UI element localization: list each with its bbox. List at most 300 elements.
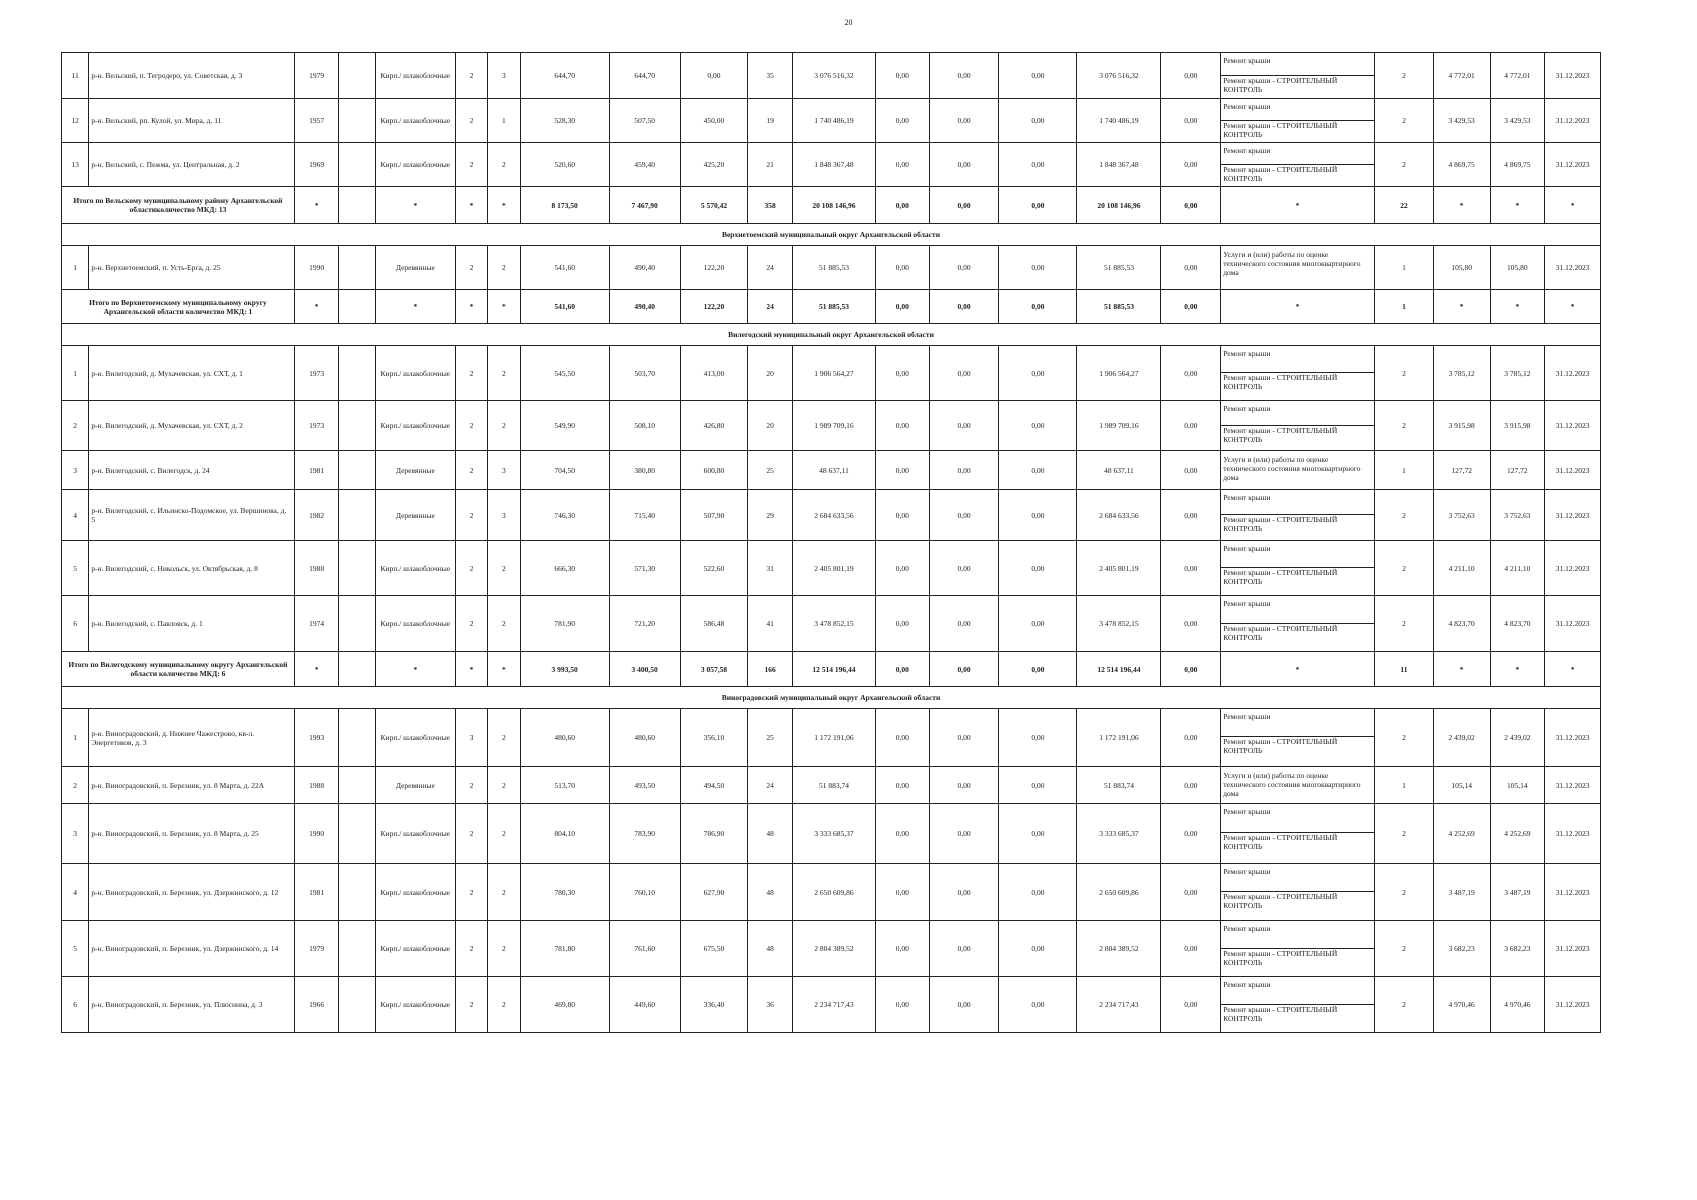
max-unit-cost: 3 785,12 [1490,346,1545,401]
local-budget: 0,00 [999,401,1077,451]
residents-count: 35 [748,53,793,99]
completion-date: 31.12.2023 [1545,767,1601,804]
build-year: 1990 [294,804,339,864]
star-cell: * [375,652,455,687]
completion-date: 31.12.2023 [1545,53,1601,99]
wall-material: Кирп./ шлакоблочные [375,346,455,401]
total-area: 781,80 [520,921,609,977]
total-area: 545,50 [520,346,609,401]
premises-area: 450,00 [680,99,748,143]
star-cell: * [488,290,520,324]
fund-cost: 0,00 [875,921,929,977]
works-count: 2 [1375,53,1434,99]
table-row [62,804,1601,864]
fund-cost: 0,00 [875,99,929,143]
completion-date: 31.12.2023 [1545,99,1601,143]
max-unit-cost: 127,72 [1490,451,1545,490]
local-budget: 0,00 [999,921,1077,977]
other-funds: 0,00 [1161,767,1221,804]
fund-cost: 0,00 [875,346,929,401]
max-unit-cost: 3 915,98 [1490,401,1545,451]
works-count: 2 [1375,401,1434,451]
total-a3: 122,20 [680,290,748,324]
premises-area: 336,40 [680,977,748,1033]
empty-cell [339,864,375,921]
residents-count: 21 [748,143,793,187]
empty-cell [339,921,375,977]
living-area: 761,60 [609,921,680,977]
star-cell: * [1221,290,1375,324]
works-list [1221,490,1375,541]
work-survey: Услуги и (или) работы по оценке технического состояния многоквартирного дома [1223,771,1361,798]
wall-material: Кирп./ шлакоблочные [375,143,455,187]
address: р-н. Виноградовский, п. Березник, ул. 8 Марта, д. 25 [89,804,295,864]
residents-count: 48 [748,804,793,864]
regional-budget: 0,00 [929,921,999,977]
floors-count: 2 [455,541,487,596]
total-row [62,290,1601,324]
empty-cell [339,346,375,401]
star-cell: * [1490,187,1545,224]
wall-material: Деревянные [375,490,455,541]
total-a3: 5 570,42 [680,187,748,224]
table-row [62,541,1601,596]
star-cell: * [375,290,455,324]
total-total: 12 514 196,44 [792,652,875,687]
completion-date: 31.12.2023 [1545,490,1601,541]
max-unit-cost: 4 823,70 [1490,596,1545,652]
other-funds: 0,00 [1161,596,1221,652]
empty-cell [339,490,375,541]
regional-budget: 0,00 [929,541,999,596]
local-budget: 0,00 [999,246,1077,290]
work-roof: Ремонт крыши [1223,980,1271,989]
unit-cost: 105,14 [1433,767,1490,804]
wall-material: Деревянные [375,767,455,804]
wall-material: Кирп./ шлакоблочные [375,921,455,977]
total-area: 804,10 [520,804,609,864]
row-number: 3 [62,804,89,864]
total-area: 704,50 [520,451,609,490]
total-area: 520,60 [520,143,609,187]
work-roof-control: Ремонт крыши - СТРОИТЕЛЬНЫЙ КОНТРОЛЬ [1221,514,1374,533]
star-cell: * [455,652,487,687]
row-number: 4 [62,490,89,541]
star-cell: * [375,187,455,224]
other-funds: 0,00 [1161,709,1221,767]
owners-funds: 1 848 367,48 [1077,143,1161,187]
other-funds: 0,00 [1161,490,1221,541]
owners-funds: 2 684 633,56 [1077,490,1161,541]
total-cost: 51 885,53 [792,246,875,290]
regional-budget: 0,00 [929,490,999,541]
fund-cost: 0,00 [875,864,929,921]
total-works-count: 1 [1375,290,1434,324]
residents-count: 19 [748,99,793,143]
total-area: 780,30 [520,864,609,921]
capital-repair-register-table [61,52,1601,1033]
works-count: 1 [1375,451,1434,490]
unit-cost: 4 252,69 [1433,804,1490,864]
work-roof-control: Ремонт крыши - СТРОИТЕЛЬНЫЙ КОНТРОЛЬ [1221,372,1374,391]
premises-area: 522,60 [680,541,748,596]
entrances-count: 2 [488,346,520,401]
works-list [1221,401,1375,451]
max-unit-cost: 3 752,63 [1490,490,1545,541]
completion-date: 31.12.2023 [1545,541,1601,596]
total-cost: 1 740 486,19 [792,99,875,143]
premises-area: 0,00 [680,53,748,99]
residents-count: 41 [748,596,793,652]
local-budget: 0,00 [999,767,1077,804]
works-count: 2 [1375,541,1434,596]
floors-count: 2 [455,401,487,451]
living-area: 380,80 [609,451,680,490]
fund-cost: 0,00 [875,596,929,652]
total-area: 644,70 [520,53,609,99]
premises-area: 786,90 [680,804,748,864]
premises-area: 627,90 [680,864,748,921]
total-cost: 3 333 685,37 [792,804,875,864]
regional-budget: 0,00 [929,451,999,490]
total-f5: 0,00 [1161,187,1221,224]
unit-cost: 4 772,01 [1433,53,1490,99]
empty-cell [339,246,375,290]
unit-cost: 3 682,23 [1433,921,1490,977]
total-area: 781,90 [520,596,609,652]
fund-cost: 0,00 [875,977,929,1033]
total-cost: 2 650 609,86 [792,864,875,921]
total-people: 358 [748,187,793,224]
owners-funds: 1 906 564,27 [1077,346,1161,401]
total-f2: 0,00 [929,290,999,324]
total-a1: 541,60 [520,290,609,324]
total-cost: 2 234 717,43 [792,977,875,1033]
works-count: 1 [1375,246,1434,290]
table-body [62,53,1601,1033]
premises-area: 425,20 [680,143,748,187]
regional-budget: 0,00 [929,143,999,187]
wall-material: Деревянные [375,246,455,290]
works-count: 2 [1375,709,1434,767]
local-budget: 0,00 [999,451,1077,490]
works-list [1221,864,1375,921]
total-label: Итого по Вилегодскому муниципальному округу Архангельской области количество МКД: 6 [62,652,295,687]
living-area: 459,40 [609,143,680,187]
total-cost: 51 883,74 [792,767,875,804]
regional-budget: 0,00 [929,864,999,921]
wall-material: Кирп./ шлакоблочные [375,541,455,596]
unit-cost: 4 823,70 [1433,596,1490,652]
work-roof-control: Ремонт крыши - СТРОИТЕЛЬНЫЙ КОНТРОЛЬ [1221,736,1374,755]
empty-cell [339,143,375,187]
works-list [1221,596,1375,652]
work-roof: Ремонт крыши [1223,599,1271,608]
floors-count: 2 [455,596,487,652]
floors-count: 2 [455,767,487,804]
table-row [62,596,1601,652]
residents-count: 29 [748,490,793,541]
local-budget: 0,00 [999,977,1077,1033]
table-row [62,346,1601,401]
owners-funds: 51 885,53 [1077,246,1161,290]
regional-budget: 0,00 [929,767,999,804]
star-cell: * [1433,290,1490,324]
work-roof: Ремонт крыши [1223,493,1271,502]
completion-date: 31.12.2023 [1545,401,1601,451]
fund-cost: 0,00 [875,490,929,541]
star-cell: * [294,652,339,687]
address: р-н. Виноградовский, п. Березник, ул. Плюснина, д. 3 [89,977,295,1033]
total-f2: 0,00 [929,187,999,224]
total-a3: 3 057,58 [680,652,748,687]
work-roof-control: Ремонт крыши - СТРОИТЕЛЬНЫЙ КОНТРОЛЬ [1221,164,1374,183]
address: р-н. Вилегодский, д. Мухачевская, ул. СХТ, д. 1 [89,346,295,401]
build-year: 1966 [294,977,339,1033]
owners-funds: 1 740 486,19 [1077,99,1161,143]
empty-cell [339,652,375,687]
star-cell: * [455,187,487,224]
works-count: 2 [1375,804,1434,864]
table-row [62,99,1601,143]
entrances-count: 3 [488,490,520,541]
residents-count: 48 [748,921,793,977]
floors-count: 2 [455,864,487,921]
address: р-н. Вилегодский, с. Вилегодск, д. 24 [89,451,295,490]
regional-budget: 0,00 [929,709,999,767]
build-year: 1979 [294,53,339,99]
table-row [62,246,1601,290]
work-roof-control: Ремонт крыши - СТРОИТЕЛЬНЫЙ КОНТРОЛЬ [1221,623,1374,642]
entrances-count: 2 [488,401,520,451]
total-area: 541,60 [520,246,609,290]
owners-funds: 1 172 191,06 [1077,709,1161,767]
empty-cell [339,401,375,451]
total-label: Итого по Верхнетоемскому муниципальному округу Архангельской области количество МКД: 1 [62,290,295,324]
page-number: 20 [844,18,853,27]
residents-count: 20 [748,401,793,451]
floors-count: 2 [455,804,487,864]
row-number: 1 [62,709,89,767]
total-a2: 3 400,50 [609,652,680,687]
works-list [1221,346,1375,401]
total-f3: 0,00 [999,290,1077,324]
residents-count: 31 [748,541,793,596]
build-year: 1990 [294,246,339,290]
max-unit-cost: 2 439,02 [1490,709,1545,767]
empty-cell [339,977,375,1033]
section-row [62,324,1601,346]
row-number: 11 [62,53,89,99]
address: р-н. Виноградовский, п. Березник, ул. 8 Марта, д. 22А [89,767,295,804]
total-f2: 0,00 [929,652,999,687]
owners-funds: 3 076 516,32 [1077,53,1161,99]
total-area: 528,30 [520,99,609,143]
wall-material: Кирп./ шлакоблочные [375,53,455,99]
total-cost: 2 804 389,52 [792,921,875,977]
local-budget: 0,00 [999,864,1077,921]
works-count: 2 [1375,864,1434,921]
works-count: 2 [1375,490,1434,541]
floors-count: 2 [455,99,487,143]
local-budget: 0,00 [999,596,1077,652]
entrances-count: 2 [488,804,520,864]
work-roof: Ремонт крыши [1223,146,1271,155]
total-area: 549,90 [520,401,609,451]
table-row [62,451,1601,490]
regional-budget: 0,00 [929,401,999,451]
star-cell: * [488,187,520,224]
total-f1: 0,00 [875,652,929,687]
total-works-count: 22 [1375,187,1434,224]
living-area: 571,30 [609,541,680,596]
entrances-count: 2 [488,596,520,652]
work-roof-control: Ремонт крыши - СТРОИТЕЛЬНЫЙ КОНТРОЛЬ [1221,832,1374,851]
living-area: 760,10 [609,864,680,921]
work-roof-control: Ремонт крыши - СТРОИТЕЛЬНЫЙ КОНТРОЛЬ [1221,891,1374,910]
row-number: 5 [62,541,89,596]
row-number: 2 [62,401,89,451]
unit-cost: 105,80 [1433,246,1490,290]
entrances-count: 2 [488,767,520,804]
max-unit-cost: 3 682,23 [1490,921,1545,977]
wall-material: Кирп./ шлакоблочные [375,977,455,1033]
unit-cost: 3 915,98 [1433,401,1490,451]
star-cell: * [1545,290,1601,324]
works-list [1221,921,1375,977]
work-roof: Ремонт крыши [1223,56,1271,65]
total-people: 166 [748,652,793,687]
address: р-н. Вилегодский, с. Ильинско-Подомское, ул. Вершинова, д. 5 [89,490,295,541]
table-row [62,709,1601,767]
owners-funds: 2 234 717,43 [1077,977,1161,1033]
owners-funds: 51 883,74 [1077,767,1161,804]
residents-count: 24 [748,246,793,290]
work-roof-control: Ремонт крыши - СТРОИТЕЛЬНЫЙ КОНТРОЛЬ [1221,1004,1374,1023]
residents-count: 20 [748,346,793,401]
address: р-н. Вилегодский, с. Павловск, д. 1 [89,596,295,652]
total-cost: 2 684 633,56 [792,490,875,541]
work-roof: Ремонт крыши [1223,544,1271,553]
star-cell: * [1433,652,1490,687]
work-roof-control: Ремонт крыши - СТРОИТЕЛЬНЫЙ КОНТРОЛЬ [1221,948,1374,967]
star-cell: * [488,652,520,687]
fund-cost: 0,00 [875,401,929,451]
address: р-н. Виноградовский, п. Березник, ул. Дзержинского, д. 14 [89,921,295,977]
other-funds: 0,00 [1161,346,1221,401]
work-roof-control: Ремонт крыши - СТРОИТЕЛЬНЫЙ КОНТРОЛЬ [1221,425,1374,444]
works-list [1221,99,1375,143]
max-unit-cost: 4 211,10 [1490,541,1545,596]
regional-budget: 0,00 [929,99,999,143]
total-a1: 8 173,50 [520,187,609,224]
address: р-н. Верхнетоемский, п. Усть-Ерга, д. 25 [89,246,295,290]
local-budget: 0,00 [999,99,1077,143]
floors-count: 2 [455,921,487,977]
owners-funds: 2 405 801,19 [1077,541,1161,596]
works-count: 1 [1375,767,1434,804]
work-survey: Услуги и (или) работы по оценке технического состояния многоквартирного дома [1223,455,1361,482]
regional-budget: 0,00 [929,53,999,99]
row-number: 1 [62,346,89,401]
completion-date: 31.12.2023 [1545,864,1601,921]
premises-area: 586,48 [680,596,748,652]
section-row [62,687,1601,709]
total-area: 480,60 [520,709,609,767]
empty-cell [339,541,375,596]
wall-material: Кирп./ шлакоблочные [375,401,455,451]
fund-cost: 0,00 [875,541,929,596]
star-cell: * [1490,290,1545,324]
entrances-count: 3 [488,53,520,99]
entrances-count: 2 [488,541,520,596]
total-cost: 48 637,11 [792,451,875,490]
work-roof: Ремонт крыши [1223,404,1271,413]
wall-material: Кирп./ шлакоблочные [375,99,455,143]
entrances-count: 3 [488,451,520,490]
star-cell: * [1221,187,1375,224]
residents-count: 24 [748,767,793,804]
total-works-count: 11 [1375,652,1434,687]
total-f3: 0,00 [999,652,1077,687]
works-count: 2 [1375,143,1434,187]
other-funds: 0,00 [1161,401,1221,451]
regional-budget: 0,00 [929,346,999,401]
build-year: 1993 [294,709,339,767]
fund-cost: 0,00 [875,246,929,290]
address: р-н. Вилегодский, д. Мухачевская, ул. СХТ, д. 2 [89,401,295,451]
entrances-count: 2 [488,143,520,187]
entrances-count: 1 [488,99,520,143]
table-row [62,143,1601,187]
residents-count: 48 [748,864,793,921]
premises-area: 426,80 [680,401,748,451]
build-year: 1973 [294,401,339,451]
total-row [62,652,1601,687]
empty-cell [339,709,375,767]
total-f5: 0,00 [1161,290,1221,324]
total-label: Итого по Вельскому муниципальному району Архангельской областиколичество МКД: 13 [62,187,295,224]
residents-count: 25 [748,451,793,490]
other-funds: 0,00 [1161,99,1221,143]
total-f5: 0,00 [1161,652,1221,687]
regional-budget: 0,00 [929,977,999,1033]
empty-cell [339,804,375,864]
floors-count: 2 [455,143,487,187]
premises-area: 356,10 [680,709,748,767]
table-row [62,767,1601,804]
owners-funds: 3 333 685,37 [1077,804,1161,864]
section-row [62,224,1601,246]
owners-funds: 3 478 852,15 [1077,596,1161,652]
max-unit-cost: 4 772,01 [1490,53,1545,99]
premises-area: 600,80 [680,451,748,490]
table-row [62,401,1601,451]
build-year: 1974 [294,596,339,652]
premises-area: 413,00 [680,346,748,401]
table-row [62,490,1601,541]
work-roof: Ремонт крыши [1223,867,1271,876]
section-title: Вилегодский муниципальный округ Архангельской области [62,324,1601,346]
total-total: 51 885,53 [792,290,875,324]
total-a1: 3 993,50 [520,652,609,687]
address: р-н. Вельский, с. Пежма, ул. Центральная, д. 2 [89,143,295,187]
star-cell: * [294,187,339,224]
table-row [62,864,1601,921]
living-area: 480,60 [609,709,680,767]
total-cost: 1 906 564,27 [792,346,875,401]
max-unit-cost: 105,80 [1490,246,1545,290]
